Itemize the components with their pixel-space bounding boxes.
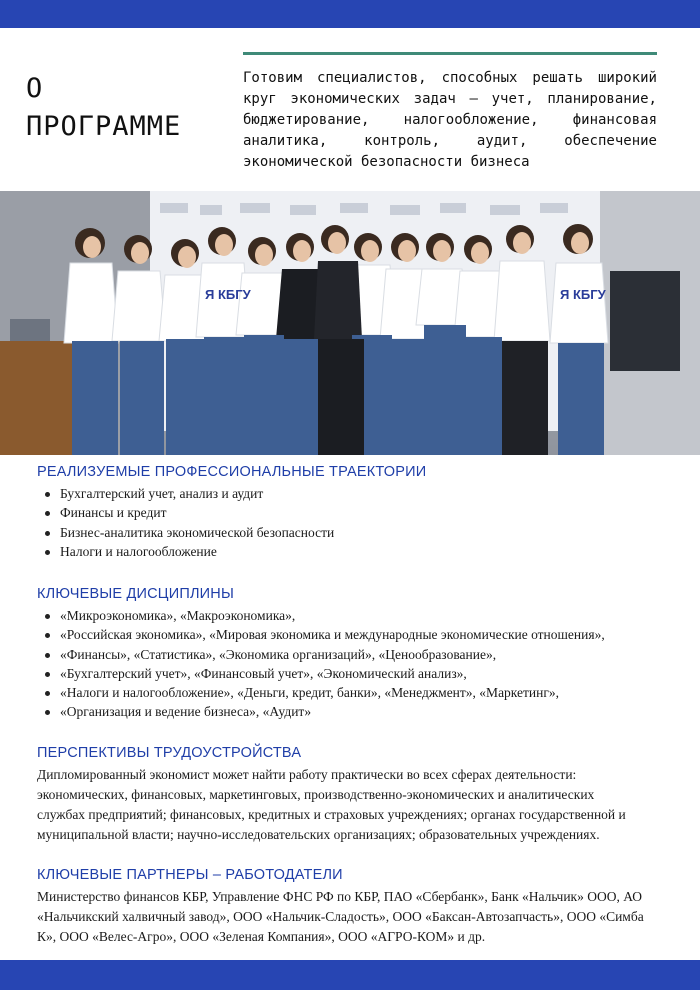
section-trajectories [37, 464, 667, 561]
disciplines-list [37, 606, 667, 722]
list-item: Бизнес-аналитика экономической безопасности [37, 523, 667, 542]
list-item: «Налоги и налогообложение», «Деньги, кредит, банки», «Менеджмент», «Маркетинг», [37, 683, 667, 702]
title-line-1: О [26, 73, 44, 104]
trajectories-heading: РЕАЛИЗУЕМЫЕ ПРОФЕССИОНАЛЬНЫЕ ТРАЕКТОРИИ [37, 464, 427, 480]
list-item: Бухгалтерский учет, анализ и аудит [37, 484, 667, 503]
page-title [26, 70, 226, 146]
title-line-2: ПРОГРАММЕ [26, 111, 182, 142]
section-disciplines [37, 586, 667, 722]
top-color-band [0, 0, 700, 28]
list-item: Налоги и налогообложение [37, 542, 667, 561]
list-item: «Организация и ведение бизнеса», «Аудит» [37, 702, 667, 721]
employment-line: экономических, финансовых, маркетинговых, производственно-экономических и аналитических [37, 787, 595, 802]
list-item: «Микроэкономика», «Макроэкономика», [37, 606, 667, 625]
list-item: «Бухгалтерский учет», «Финансовый учет», «Экономический анализ», [37, 664, 667, 683]
employment-line: Дипломированный экономист может найти работу практически во всех сферах деятельности: [37, 767, 577, 782]
partners-line: К», ООО «Велес-Агро», ООО «Зеленая Компания», ООО «АГРО-КОМ» и др. [37, 929, 486, 944]
employment-heading: ПЕРСПЕКТИВЫ ТРУДОУСТРОЙСТВА [37, 745, 302, 761]
employment-line: муниципальной власти; научно-исследовательских организациях; образовательных учреждениях. [37, 827, 600, 842]
trajectories-list [37, 484, 667, 561]
disciplines-heading: КЛЮЧЕВЫЕ ДИСЦИПЛИНЫ [37, 586, 235, 602]
shirt-print-left: Я КБГУ [205, 287, 251, 302]
bottom-color-band [0, 960, 700, 990]
intro-text: Готовим специалистов, способных решать широкий круг экономических задач – учет, планирование, бюджетирование, налогообложение, финансовая аналитика, контроль, аудит, обеспечение экономической безопасности бизнеса [243, 70, 657, 170]
employment-line: службах предприятий; финансовых, кредитных и страховых учреждениях; органах государственной и [37, 807, 626, 822]
partners-line: Министерство финансов КБР, Управление ФНС РФ по КБР, ПАО «Сбербанк», Банк «Нальчик» ООО, АО [37, 889, 643, 904]
section-employment [37, 745, 667, 845]
list-item: «Финансы», «Статистика», «Экономика организаций», «Ценообразование», [37, 645, 667, 664]
accent-divider [243, 52, 657, 55]
list-item: Финансы и кредит [37, 503, 667, 522]
list-item: «Российская экономика», «Мировая экономика и международные экономические отношения», [37, 625, 667, 644]
shirt-print-right: Я КБГУ [560, 287, 606, 302]
partners-line: «Нальчикский халвичный завод», ООО «Нальчик-Сладость», ООО «Баксан-Автозапчасть», ООО «Симба [37, 909, 644, 924]
section-partners [37, 867, 667, 947]
partners-heading: КЛЮЧЕВЫЕ ПАРТНЕРЫ – РАБОТОДАТЕЛИ [37, 867, 343, 883]
group-photo [0, 191, 700, 455]
